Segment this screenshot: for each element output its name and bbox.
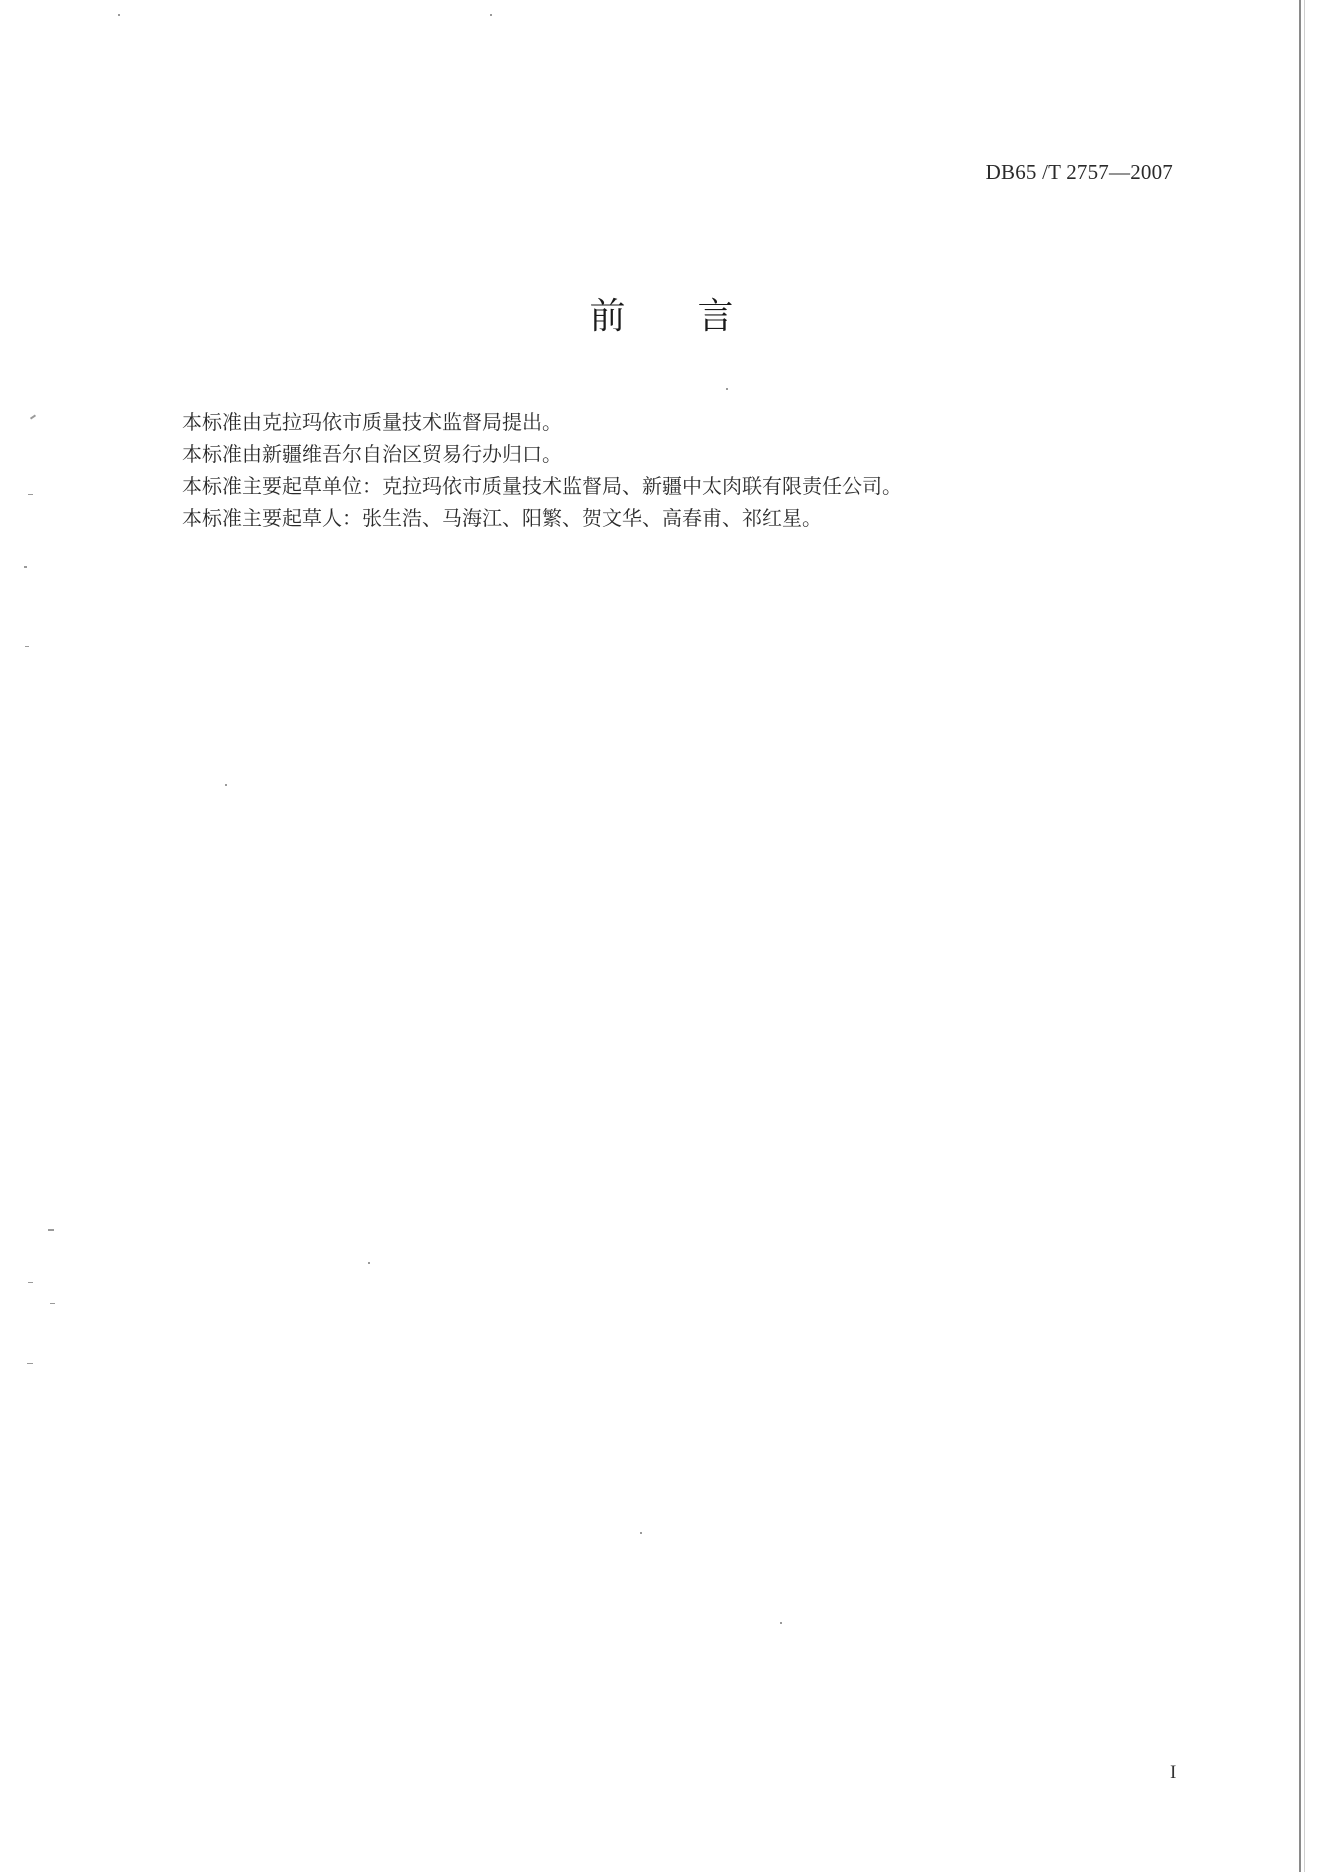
- paragraph-drafters: 本标准主要起草人：张生浩、马海江、阳繁、贺文华、高春甫、祁红星。: [182, 506, 822, 530]
- scan-speck: [726, 388, 728, 390]
- page-title: [0, 288, 1323, 339]
- page-number: I: [1170, 1762, 1177, 1783]
- scan-edge-shadow: [1304, 0, 1305, 1872]
- scan-speck: [27, 1363, 33, 1364]
- scan-speck: [225, 784, 227, 786]
- scan-speck: [28, 494, 33, 495]
- title-char-2: 言: [697, 296, 734, 337]
- scan-speck: [28, 1282, 33, 1283]
- paragraph-drafting-units: 本标准主要起草单位：克拉玛依市质量技术监督局、新疆中太肉联有限责任公司。: [182, 474, 902, 498]
- paragraph-proposer: 本标准由克拉玛依市质量技术监督局提出。: [182, 410, 562, 434]
- scan-speck: [640, 1532, 642, 1534]
- title-char-1: 前: [589, 296, 626, 337]
- scan-speck: [24, 566, 27, 568]
- standard-code: DB65 /T 2757—2007: [985, 160, 1173, 184]
- scan-speck: [48, 1229, 54, 1231]
- scan-speck: [30, 414, 36, 419]
- scan-speck: [780, 1622, 782, 1624]
- paragraph-administrator: 本标准由新疆维吾尔自治区贸易行办归口。: [182, 442, 562, 466]
- scan-edge-line: [1299, 0, 1301, 1872]
- scan-speck: [50, 1303, 55, 1304]
- scan-speck: [490, 14, 492, 16]
- scan-speck: [118, 14, 120, 16]
- scan-speck: [368, 1262, 370, 1264]
- foreword-body: [182, 406, 1142, 534]
- scan-speck: [25, 646, 29, 647]
